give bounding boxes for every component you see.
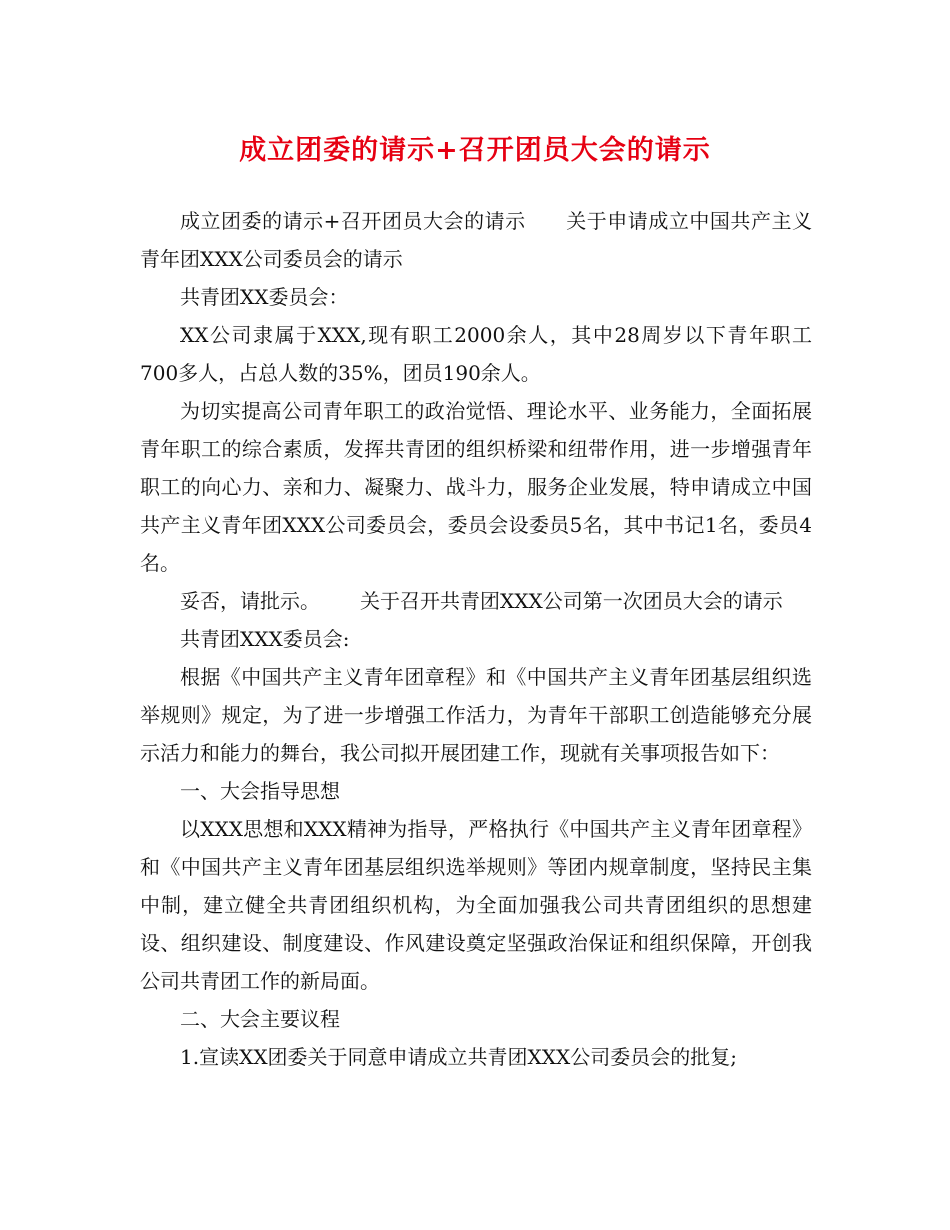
paragraph-3: XX公司隶属于XXX,现有职工2000余人，其中28周岁以下青年职工700多人，占总人数的35%，团员190余人。	[140, 323, 812, 385]
paragraph-11: 1.宣读XX团委关于同意申请成立共青团XXX公司委员会的批复;	[180, 1045, 738, 1069]
paragraph-5	[140, 582, 812, 620]
paragraph-2: 共青团XX委员会：	[180, 285, 349, 309]
paragraph-1-subtitle: 关于申请成立中国共产主义青年团XXX公司委员会的请示	[140, 209, 813, 271]
document-title: 成立团委的请示+召开团员大会的请示	[239, 135, 711, 166]
paragraph-9: 以XXX思想和XXX精神为指导，严格执行《中国共产主义青年团章程》和《中国共产主义青年团基层组织选举规则》等团内规章制度，坚持民主集中制，建立健全共青团组织机构，为全面加强我公司共青团组织的思想建设、组织建设、制度建设、作风建设奠定坚强政治保证和组织保障，开创我公司共青团工作的新局面。	[140, 817, 812, 993]
paragraph-10: 二、大会主要议程	[180, 1007, 340, 1031]
paragraph-5-text: 妥否，请批示。	[180, 589, 320, 613]
document-body	[140, 202, 812, 1076]
paragraph-4: 为切实提高公司青年职工的政治觉悟、理论水平、业务能力，全面拓展青年职工的综合素质，发挥共青团的组织桥梁和纽带作用，进一步增强青年职工的向心力、亲和力、凝聚力、战斗力，服务企业发展，特申请成立中国共产主义青年团XXX公司委员会，委员会设委员5名，其中书记1名，委员4名。	[140, 399, 812, 575]
paragraph-6: 共青团XXX委员会:	[180, 627, 350, 651]
paragraph-5-subtitle: 关于召开共青团XXX公司第一次团员大会的请示	[360, 589, 783, 613]
paragraph-1-text: 成立团委的请示+召开团员大会的请示	[180, 209, 526, 233]
paragraph-8: 一、大会指导思想	[180, 779, 340, 803]
paragraph-7: 根据《中国共产主义青年团章程》和《中国共产主义青年团基层组织选举规则》规定，为了进一步增强工作活力，为青年干部职工创造能够充分展示活力和能力的舞台，我公司拟开展团建工作，现就有关事项报告如下：	[140, 665, 812, 765]
paragraph-1	[140, 202, 812, 278]
